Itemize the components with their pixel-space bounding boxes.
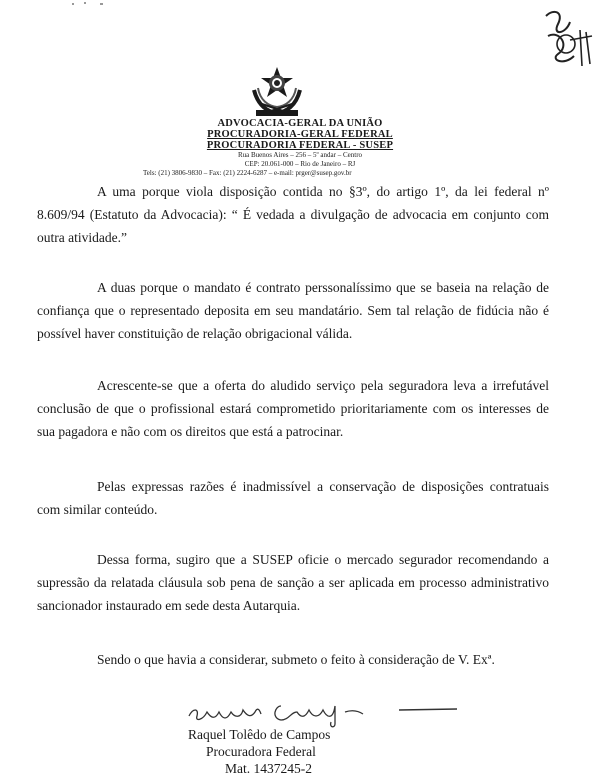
paragraph-1: A uma porque viola disposição contida no §3º, do artigo 1º, da lei federal nº 8.609/94 (Estatuto da Advocacia): “ É vedada a divulgação de advocacia em conjunto com outra atividade.”	[37, 184, 549, 245]
contact-line: Tels: (21) 3806-9830 – Fax: (21) 2224-6287 – e-mail: prger@susep.gov.br	[143, 169, 352, 177]
handwritten-initials-stamp	[540, 6, 598, 72]
org-name-line-1: ADVOCACIA-GERAL DA UNIÃO	[217, 118, 383, 129]
paragraph-4: Pelas expressas razões é inadmissível a conservação de disposições contratuais com similar conteúdo.	[37, 479, 549, 517]
paragraph-5: Dessa forma, sugiro que a SUSEP oficie o mercado segurador recomendando a supressão da relatada cláusula sob pena de sanção a ser aplicada em processo administrativo sancionador instaurado em sede desta Autarquia.	[37, 552, 549, 613]
paragraph-2: A duas porque o mandato é contrato perssonalíssimo que se baseia na relação de confiança que o representado deposita em seu mandatário. Sem tal relação de fidúcia não é possível haver constituição de relação obrigacional válida.	[37, 280, 549, 341]
org-name-line-2: PROCURADORIA-GERAL FEDERAL	[207, 129, 393, 140]
margin-marks	[70, 0, 110, 10]
signatory-name: Raquel Tolêdo de Campos	[188, 727, 331, 742]
paragraph-3: Acrescente-se que a oferta do aludido serviço pela seguradora leva a irrefutável conclusão de que o profissional estará comprometido prioritariamente com os interesses de sua pagadora e não com os direitos que está a patrocinar.	[37, 378, 549, 439]
signatory-title: Procuradora Federal	[206, 744, 316, 759]
paragraph-6: Sendo o que havia a considerar, submeto o feito à consideração de V. Exª.	[97, 652, 495, 667]
address-street: Rua Buenos Aires – 256 – 5º andar – Centro	[237, 151, 363, 159]
brazil-coat-of-arms-emblem	[248, 66, 306, 118]
signatory-registration: Mat. 1437245-2	[225, 761, 312, 776]
address-cep: CEP: 20.061-000 – Rio de Janeiro – RJ	[244, 160, 356, 168]
letterhead	[143, 118, 450, 178]
org-name-line-3: PROCURADORIA FEDERAL - SUSEP	[206, 140, 394, 151]
